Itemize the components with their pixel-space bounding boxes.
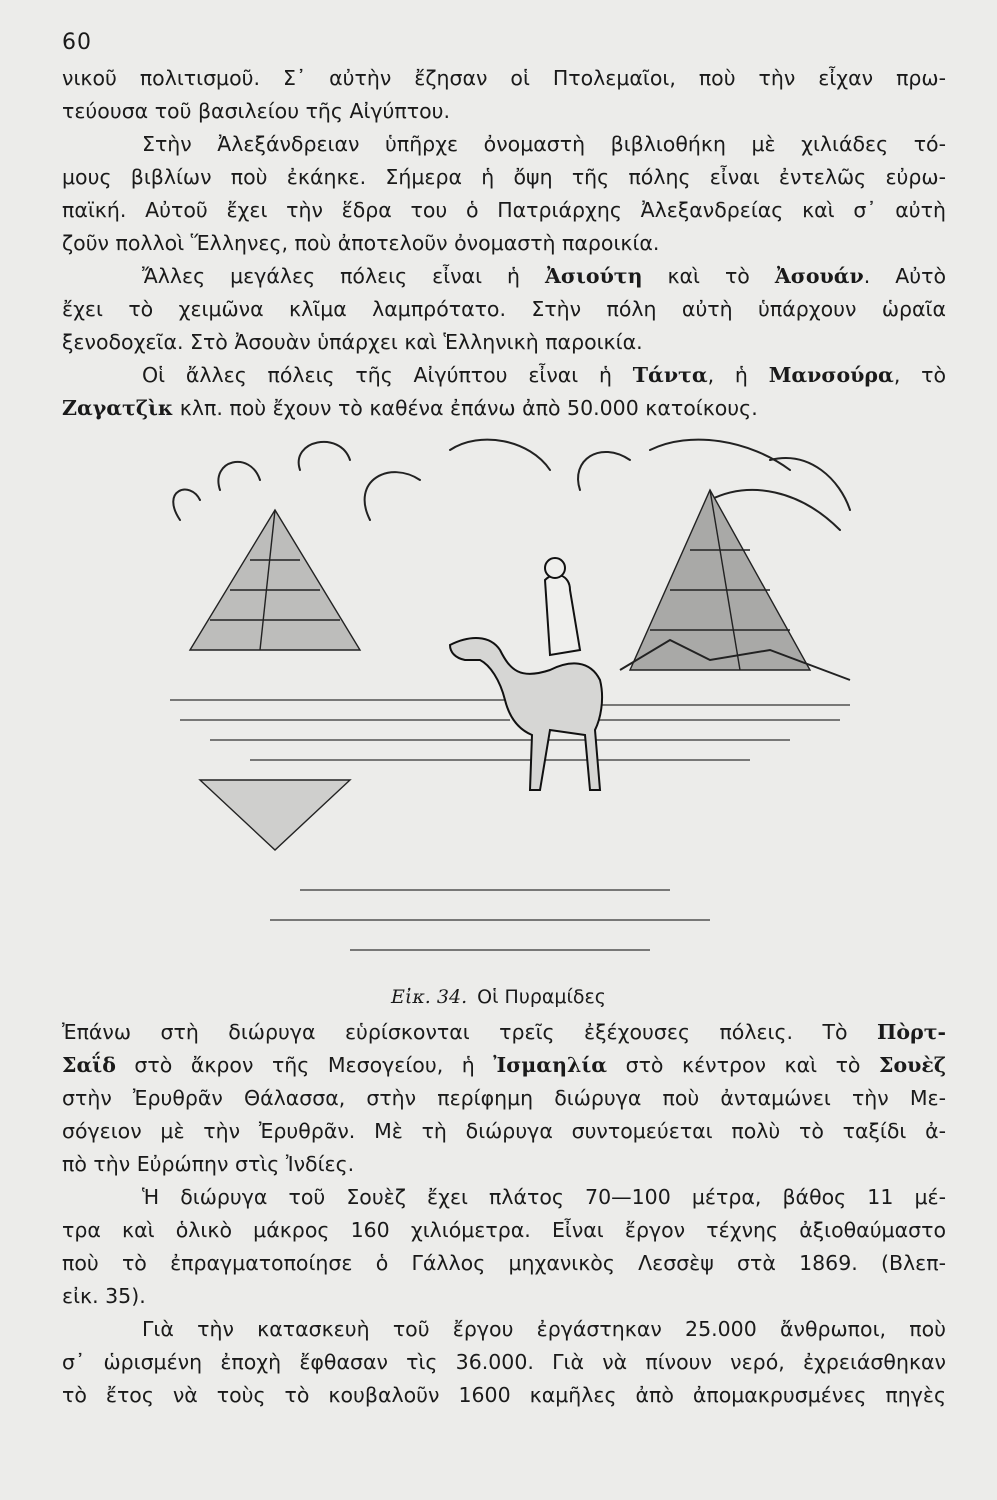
text-line: Ἄλλες μεγάλες πόλεις εἶναι ἡ Ἀσιούτη καὶ τὸ Ἀσουάν. Αὐτὸ: [142, 264, 946, 288]
text-line: στὴν Ἐρυθρᾶν Θάλασσα, στὴν περίφημη διώρυγα ποὺ ἀνταμώνει τὴν Με-: [62, 1086, 946, 1110]
city-name: Ἰσμαηλία: [493, 1053, 608, 1077]
text-line: ζοῦν πολλοὶ Ἕλληνες, ποὺ ἀποτελοῦν ὀνομαστὴ παροικία.: [62, 231, 660, 255]
text-line: τεύουσα τοῦ βασιλείου τῆς Αἰγύπτου.: [62, 99, 451, 123]
text-block-top: [62, 62, 946, 425]
text-line: σόγειον μὲ τὴν Ἐρυθρᾶν. Μὲ τὴ διώρυγα συντομεύεται πολὺ τὸ ταξίδι ἀ-: [62, 1119, 946, 1143]
city-name: Ζαγατζὶκ: [62, 396, 174, 420]
text-line: Γιὰ τὴν κατασκευὴ τοῦ ἔργου ἐργάστηκαν 25.000 ἄνθρωποι, ποὺ: [142, 1317, 946, 1341]
text-line: ποὺ τὸ ἐπραγματοποίησε ὁ Γάλλος μηχανικὸς Λεσσὲψ στὰ 1869. (Βλεπ-: [62, 1251, 946, 1275]
figure-number: Εἰκ. 34.: [391, 986, 468, 1008]
text-line: Οἱ ἄλλες πόλεις τῆς Αἰγύπτου εἶναι ἡ Τάντα, ἡ Μανσούρα, τὸ: [142, 363, 947, 387]
text-line: Σαΐδ στὸ ἄκρον τῆς Μεσογείου, ἡ Ἰσμαηλία στὸ κέντρον καὶ τὸ Σουὲζ: [62, 1053, 946, 1077]
city-name: Ἀσουάν: [774, 264, 864, 288]
city-name: Τάντα: [632, 363, 708, 387]
right-pyramid: [620, 490, 850, 680]
text-line: σ᾽ ὡρισμένη ἐποχὴ ἔφθασαν τὶς 36.000. Γιὰ νὰ πίνουν νερό, ἐχρειάσθηκαν: [62, 1350, 946, 1374]
text-line: πὸ τὴν Εὐρώπην στὶς Ἰνδίες.: [62, 1152, 355, 1176]
city-name: Ἀσιούτη: [544, 264, 643, 288]
text-line: ἔχει τὸ χειμῶνα κλῖμα λαμπρότατο. Στὴν πόλη αὐτὴ ὑπάρχουν ὡραῖα: [62, 297, 946, 321]
city-name: Σαΐδ: [62, 1053, 116, 1077]
page-number: 60: [62, 30, 92, 55]
text-line: νικοῦ πολιτισμοῦ. Σ᾽ αὐτὴν ἔζησαν οἱ Πτολεμαῖοι, ποὺ τὴν εἶχαν πρω-: [62, 66, 946, 90]
text-line: μους βιβλίων ποὺ ἐκάηκε. Σήμερα ἡ ὄψη τῆς πόλης εἶναι ἐντελῶς εὐρω-: [62, 165, 946, 189]
text-line: Στὴν Ἀλεξάνδρειαν ὑπῆρχε ὀνομαστὴ βιβλιοθήκη μὲ χιλιάδες τό-: [142, 132, 946, 156]
text-line: τὸ ἔτος νὰ τοὺς τὸ κουβαλοῦν 1600 καμῆλες ἀπὸ ἀπομακρυσμένες πηγὲς: [62, 1383, 946, 1407]
figure-caption: [0, 986, 997, 1008]
text-line: τρα καὶ ὁλικὸ μάκρος 160 χιλιόμετρα. Εἶναι ἔργον τέχνης ἀξιοθαύμαστο: [62, 1218, 946, 1242]
text-line: παϊκή. Αὐτοῦ ἔχει τὴν ἕδρα του ὁ Πατριάρχης Ἀλεξανδρείας καὶ σ᾽ αὐτὴ: [62, 198, 946, 222]
pyramids-camel-illustration: [150, 420, 870, 980]
camel-rider: [450, 558, 602, 790]
text-line: Ἡ διώρυγα τοῦ Σουὲζ ἔχει πλάτος 70—100 μέτρα, βάθος 11 μέ-: [142, 1185, 946, 1209]
figure-caption-text: Οἱ Πυραμίδες: [477, 986, 606, 1008]
city-name: Πὸρτ-: [877, 1020, 946, 1044]
city-name: Σουὲζ: [879, 1053, 946, 1077]
text-line: εἰκ. 35).: [62, 1284, 146, 1308]
city-name: Μανσούρα: [768, 363, 894, 387]
text-line: Ζαγατζὶκ κλπ. ποὺ ἔχουν τὸ καθένα ἐπάνω ἀπὸ 50.000 κατοίκους.: [62, 396, 758, 420]
left-pyramid: [190, 510, 360, 850]
text-line: ξενοδοχεῖα. Στὸ Ἀσουὰν ὑπάρχει καὶ Ἑλληνικὴ παροικία.: [62, 330, 643, 354]
text-block-bottom: [62, 1016, 946, 1412]
text-line: Ἐπάνω στὴ διώρυγα εὑρίσκονται τρεῖς ἐξέχουσες πόλεις. Τὸ Πὸρτ-: [62, 1020, 946, 1044]
